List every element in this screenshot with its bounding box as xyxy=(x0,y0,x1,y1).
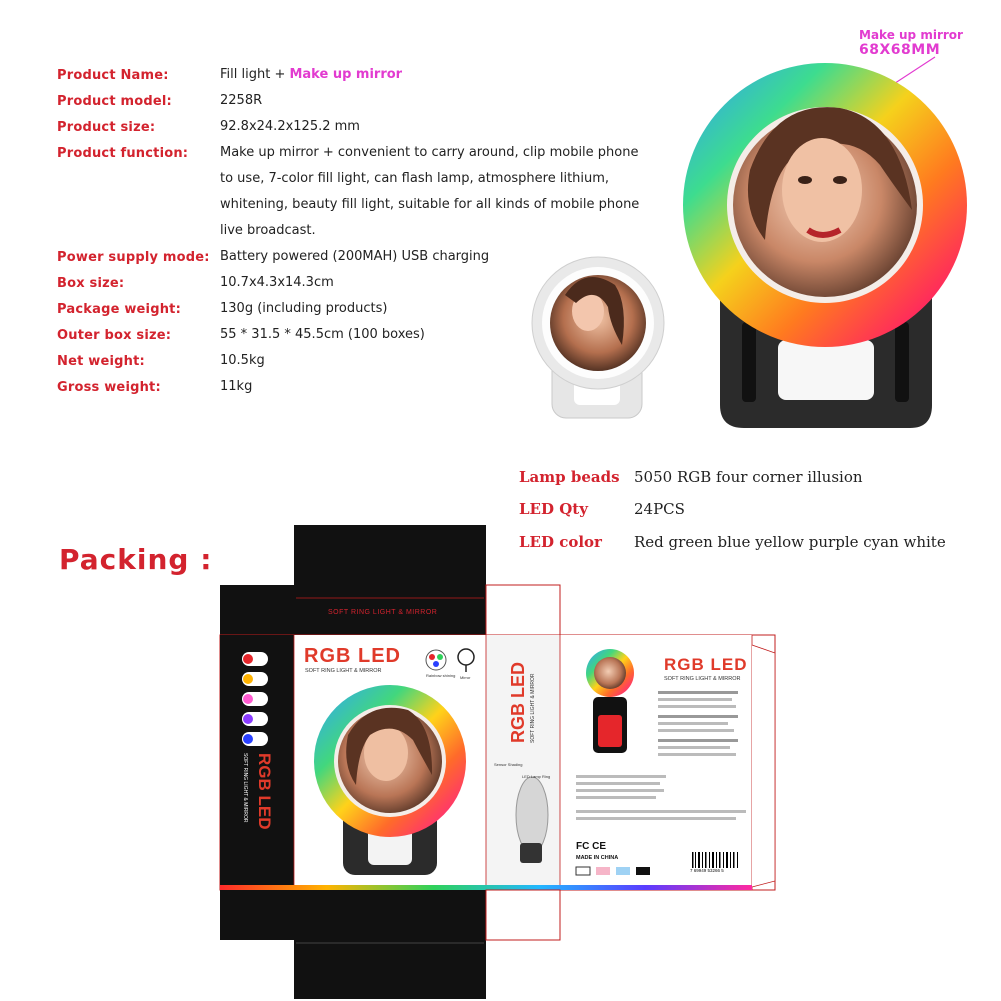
led-spec-value: 5050 RGB four corner illusion xyxy=(634,468,863,486)
packaging-dieline xyxy=(218,525,780,999)
spec-label: Package weight: xyxy=(57,302,181,317)
spec-value-line: Make up mirror + convenient to carry around, clip mobile phone xyxy=(220,145,639,160)
spec-value: 10.7x4.3x14.3cm xyxy=(220,275,334,290)
spec-value: 130g (including products) xyxy=(220,301,388,316)
box-made-in: MADE IN CHINA xyxy=(576,855,619,861)
box-cert-marks: FC CE xyxy=(576,841,606,852)
spec-label: Net weight: xyxy=(57,354,145,369)
box-spine-brand: RGB LED xyxy=(508,662,528,743)
box-back-subtitle: SOFT RING LIGHT & MIRROR xyxy=(664,676,741,682)
led-spec-value: Red green blue yellow purple cyan white xyxy=(634,533,946,551)
box-label-sensor: Sensor Shading xyxy=(494,762,523,767)
spec-value xyxy=(220,62,670,88)
box-icon-label-rainbow: Rainbow shining xyxy=(426,673,456,678)
spec-product-function xyxy=(57,146,697,250)
spec-value: Battery powered (200MAH) USB charging xyxy=(220,249,490,264)
mirror-callout-title: Make up mirror xyxy=(859,28,963,42)
box-icon-label-mirror: Mirror xyxy=(460,675,471,680)
spec-label: Gross weight: xyxy=(57,380,161,395)
packing-title: Packing : xyxy=(59,543,213,576)
box-label-lamp-ring: LED Lamp Ring xyxy=(522,774,551,779)
led-spec-label: LED Qty xyxy=(519,500,588,518)
box-left-side-subtitle: SOFT RING LIGHT & MIRROR xyxy=(242,753,248,823)
led-spec-label: Lamp beads xyxy=(519,468,620,486)
spec-value: 55 * 31.5 * 45.5cm (100 boxes) xyxy=(220,327,425,342)
spec-value: 10.5kg xyxy=(220,353,265,368)
spec-value: 92.8x24.2x125.2 mm xyxy=(220,119,360,134)
spec-value: 11kg xyxy=(220,379,253,394)
box-barcode-number: 7 69949 53266 5 xyxy=(690,868,724,873)
spec-label: Power supply mode: xyxy=(57,250,210,265)
box-back-brand: RGB LED xyxy=(664,655,748,674)
box-left-side-brand: RGB LED xyxy=(255,753,274,830)
white-ring-light-image xyxy=(530,255,666,423)
mirror-size-callout xyxy=(859,28,963,58)
rgb-ring-light-image xyxy=(680,60,970,430)
spec-highlight: Make up mirror xyxy=(289,67,403,82)
spec-value xyxy=(220,140,670,244)
spec-value-line: whitening, beauty fill light, suitable for all kinds of mobile phone xyxy=(220,197,640,212)
spec-label: Outer box size: xyxy=(57,328,172,343)
spec-value-text: Fill light + xyxy=(220,67,290,82)
spec-value-line: to use, 7-color fill light, can flash lamp, atmosphere lithium, xyxy=(220,171,610,186)
spec-value: 2258R xyxy=(220,93,263,108)
spec-label: Product model: xyxy=(57,94,172,109)
spec-label: Product function: xyxy=(57,146,189,161)
led-spec-value: 24PCS xyxy=(634,500,685,518)
led-spec-label: LED color xyxy=(519,533,602,551)
box-front-subtitle: SOFT RING LIGHT & MIRROR xyxy=(305,668,382,674)
spec-value-line: live broadcast. xyxy=(220,223,316,238)
mirror-callout-size: 68X68MM xyxy=(859,42,941,58)
spec-label: Box size: xyxy=(57,276,125,291)
spec-label: Product Name: xyxy=(57,68,169,83)
box-top-flap-text: SOFT RING LIGHT & MIRROR xyxy=(328,609,438,616)
box-front-brand: RGB LED xyxy=(304,645,401,667)
box-spine-subtitle: SOFT RING LIGHT & MIRROR xyxy=(530,673,536,743)
spec-label: Product size: xyxy=(57,120,156,135)
